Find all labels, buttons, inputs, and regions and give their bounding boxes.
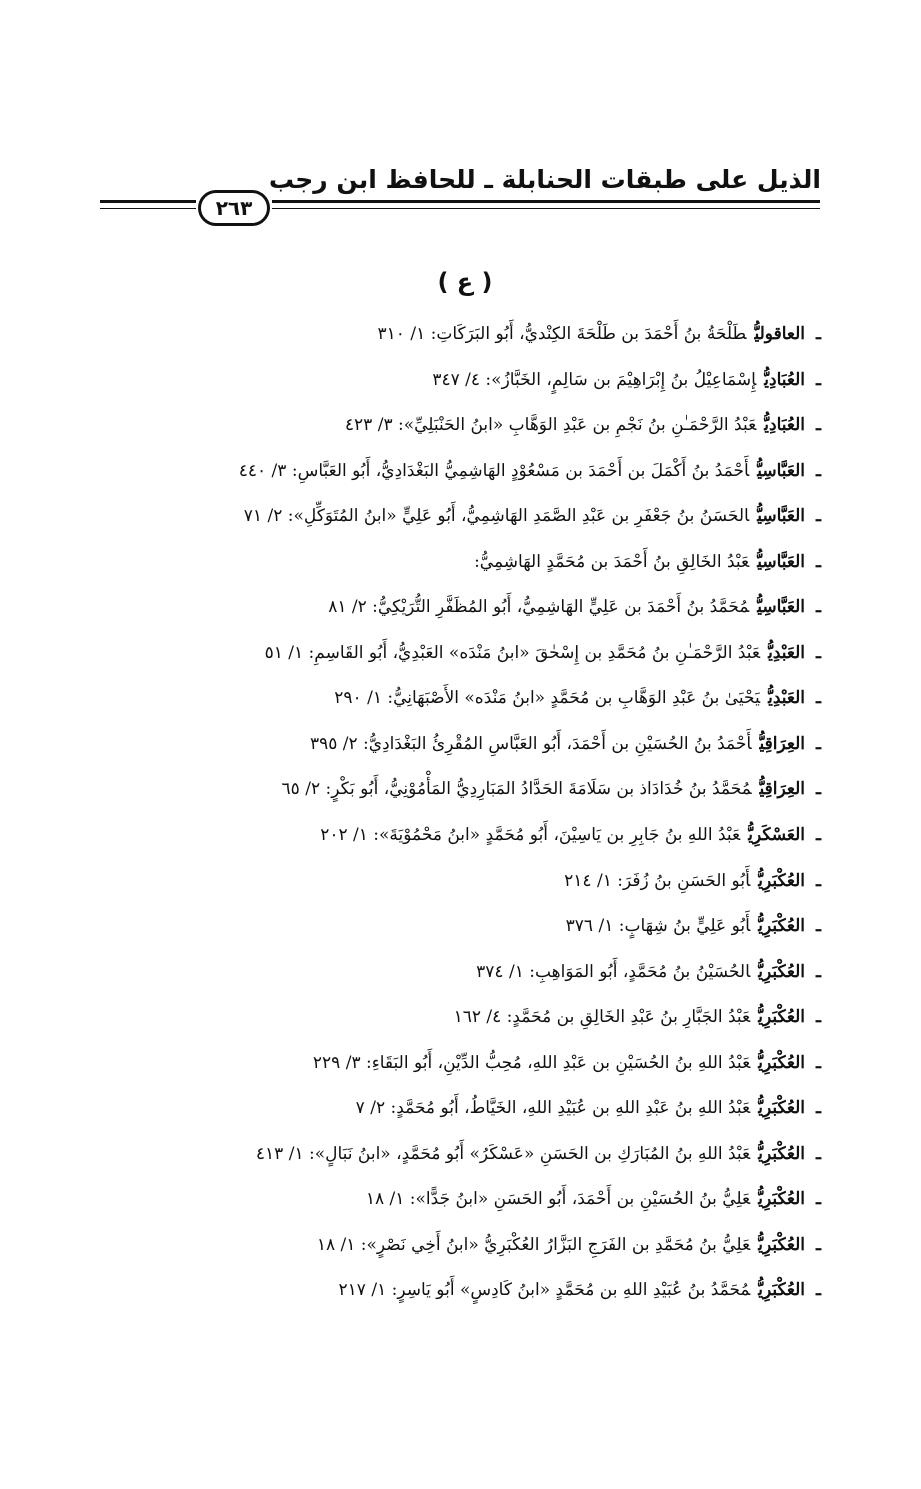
entry-nisba: العِرَاقِيُّ (759, 779, 805, 800)
entry-dash: ـ (816, 551, 821, 572)
entry-detail: أَحْمَدُ بنُ أَكْمَلَ بن أَحْمَدَ بن مَسْعُوْدٍ الهَاشِمِيُّ البَغْدَادِيُّ، أَبُو العَبَّاسِ: ٣/ ٤٤٠ (238, 460, 750, 481)
entry-nisba: العَبْدِيُّ (768, 688, 805, 709)
list-item (121, 316, 821, 362)
list-item (121, 726, 821, 772)
list-item (121, 362, 821, 408)
entry-dash: ـ (816, 779, 821, 800)
entry-detail: أَبُو الحَسَنِ بنُ زُفَرَ: ١/ ٢١٤ (564, 870, 751, 891)
list-item (121, 498, 821, 544)
entry-dash: ـ (816, 688, 821, 709)
entry-detail: الحَسَنُ بنُ جَعْفَرِ بن عَبْدِ الصَّمَدِ الهَاشِمِيُّ، أَبُو عَلِيٍّ «ابنُ المُتَوَكِّلِ»: ٢/ ٧١ (243, 506, 750, 527)
entry-nisba: العُكْبَرِيُّ (758, 1098, 805, 1119)
list-item (121, 863, 821, 909)
entry-dash: ـ (816, 961, 821, 982)
page-number: ٢٦٣ (198, 190, 270, 226)
entry-nisba: العَبَّاسِيُّ (757, 506, 805, 527)
header-rule-left-bottom (100, 208, 196, 209)
entry-dash: ـ (816, 1143, 821, 1164)
entry-nisba: العِرَاقِيُّ (759, 733, 805, 754)
entry-nisba: العَسْكَرِيُّ (748, 825, 805, 846)
entry-nisba: العُكْبَرِيُّ (758, 1280, 805, 1301)
entry-detail: إِسْمَاعِيْلُ بنُ إِبْرَاهِيْمَ بن سَالِمٍ، الخَبَّازُ»: ٤/ ٣٤٧ (432, 369, 757, 390)
list-item (121, 1181, 821, 1227)
list-item (121, 1136, 821, 1182)
list-item (121, 817, 821, 863)
entry-dash: ـ (816, 415, 821, 436)
entry-nisba: العَبْدِيُّ (768, 642, 805, 663)
entry-detail: عَبْدُ اللهِ بنُ المُبَارَكِ بن الحَسَنِ «عَسْكَرُ» أَبُو مُحَمَّدٍ، «ابنُ نَبَالٍ»: ١/ ٤١٣ (255, 1143, 751, 1164)
entry-nisba: العَبَّاسِيُّ (757, 460, 805, 481)
header-rule-right-top (272, 200, 820, 203)
list-item (121, 999, 821, 1045)
list-item (121, 771, 821, 817)
entry-dash: ـ (816, 506, 821, 527)
entry-detail: عَبْدُ الخَالِقِ بنُ أَحْمَدَ بن مُحَمَّدٍ الهَاشِمِيُّ: (474, 551, 750, 572)
entry-dash: ـ (816, 460, 821, 481)
entry-dash: ـ (816, 1280, 821, 1301)
entry-dash: ـ (816, 1007, 821, 1028)
entry-nisba: العُكْبَرِيُّ (758, 1143, 805, 1164)
entry-nisba: العُكْبَرِيُّ (758, 916, 805, 937)
entry-detail: الحُسَيْنُ بنُ مُحَمَّدٍ، أَبُو المَوَاهِبِ: ١/ ٣٧٤ (476, 961, 751, 982)
entry-detail: عَبْدُ الرَّحْمَـٰنِ بنُ نَجْمِ بن عَبْدِ الوَهَّابِ «ابنُ الحَنْبَلِيِّ»: ٣/ ٤٢٣ (344, 415, 757, 436)
entry-dash: ـ (816, 369, 821, 390)
entry-detail: أَحْمَدُ بنُ الحُسَيْنِ بن أَحْمَدَ، أَبُو العَبَّاسِ المُقْرِئُ البَغْدَادِيُّ: ٢/ ٣٩٥ (309, 733, 752, 754)
list-item (121, 954, 821, 1000)
entry-dash: ـ (816, 324, 821, 344)
entry-nisba: العُكْبَرِيُّ (758, 1007, 805, 1028)
entry-detail: مُحَمَّدُ بنُ خُدَادَاذ بن سَلَامَةَ الحَدَّادُ المَبَارِدِيُّ المَأْمُوْنِيُّ، أَبُو بَكْرٍ: ٢/ ٦٥ (281, 779, 752, 800)
entry-dash: ـ (816, 733, 821, 754)
entry-dash: ـ (816, 1098, 821, 1119)
list-item (121, 453, 821, 499)
entry-nisba: العُكْبَرِيُّ (758, 870, 805, 891)
entry-detail: طَلْحَةُ بنُ أَحْمَدَ بن طَلْحَةَ الكِنْديُّ، أَبُو البَرَكَاتِ: ١/ ٣١٠ (377, 324, 747, 344)
entry-detail: عَبْدُ الرَّحْمَـٰنِ بنُ مُحَمَّدِ بن إِسْحٰقَ «ابنُ مَنْدَه» العَبْدِيُّ، أَبُو القَاسِمِ: ١/ ٥١ (264, 642, 761, 663)
entry-detail: عَبْدُ اللهِ بنُ عَبْدِ اللهِ بن عُبَيْدِ اللهِ، الخَيَّاطُ، أَبُو مُحَمَّدٍ: ٢/ ٧ (355, 1098, 751, 1119)
entry-detail: مُحَمَّدُ بنُ أَحْمَدَ بن عَلِيٍّ الهَاشِمِيُّ، أَبُو المُظَفَّرِ التُّرَيْكِيُّ: ٢/ ٨١ (328, 597, 750, 618)
list-item (121, 544, 821, 590)
entry-detail: يَحْيَىٰ بنُ عَبْدِ الوَهَّابِ بن مُحَمَّدٍ «ابنُ مَنْدَه» الأَصْبَهَانِيُّ: ١/ ٢٩٠ (334, 688, 761, 709)
entry-detail: عَبْدُ اللهِ بنُ الحُسَيْنِ بن عَبْدِ اللهِ، مُحِبُّ الدِّيْنِ، أَبُو البَقَاءِ: ٣/ ٢٢٩ (312, 1052, 751, 1073)
entry-nisba: العُكْبَرِيُّ (758, 961, 805, 982)
list-item (121, 635, 821, 681)
running-header-title: الذيل على طبقات الحنابلة ـ للحافظ ابن رجب (268, 165, 821, 194)
entry-dash: ـ (816, 642, 821, 663)
entry-nisba: العُبَادِيُّ (764, 369, 805, 390)
entry-dash: ـ (816, 825, 821, 846)
section-letter-heading: ( ع ) (437, 268, 493, 296)
entry-detail: مُحَمَّدُ بنُ عُبَيْدِ اللهِ بن مُحَمَّدٍ «ابنُ كَادِسٍ» أَبُو يَاسِرٍ: ١/ ٢١٧ (338, 1280, 751, 1301)
entry-detail: عَبْدُ اللهِ بنُ جَابِرِ بن يَاسِيْنَ، أَبُو مُحَمَّدٍ «ابنُ مَحْمُوْيَةَ»: ١/ ٢٠٢ (320, 825, 741, 846)
list-item (121, 680, 821, 726)
entry-nisba: العَبَّاسِيُّ (757, 551, 805, 572)
entry-dash: ـ (816, 597, 821, 618)
list-item (121, 908, 821, 954)
list-item (121, 407, 821, 453)
entry-detail: عَلِيُّ بنُ مُحَمَّدِ بن الفَرَجِ البَزَّارُ العُكْبَرِيُّ «ابنُ أَخِي نَصْرٍ»: ١/ ١٨ (316, 1234, 751, 1255)
entry-nisba: العُكْبَرِيُّ (758, 1052, 805, 1073)
entry-dash: ـ (816, 916, 821, 937)
entry-nisba: العُكْبَرِيُّ (758, 1234, 805, 1255)
entry-detail: أَبُو عَلِيٍّ بنُ شِهَابٍ: ١/ ٣٧٦ (565, 916, 751, 937)
list-item (121, 1272, 821, 1318)
entry-dash: ـ (816, 1052, 821, 1073)
list-item (121, 1227, 821, 1273)
index-entries-list (121, 316, 821, 1318)
entry-nisba: العُبَادِيُّ (764, 415, 805, 436)
header-rule-right-bottom (272, 208, 820, 209)
entry-nisba: العَبَّاسِيُّ (757, 597, 805, 618)
list-item (121, 589, 821, 635)
entry-detail: عَبْدُ الجَبَّارِ بنُ عَبْدِ الخَالِقِ بن مُحَمَّدٍ: ٤/ ١٦٢ (453, 1007, 751, 1028)
entry-dash: ـ (816, 1234, 821, 1255)
list-item (121, 1045, 821, 1091)
header-rule-left-top (100, 200, 196, 203)
list-item (121, 1090, 821, 1136)
entry-dash: ـ (816, 870, 821, 891)
entry-detail: عَلِيُّ بنُ الحُسَيْنِ بن أَحْمَدَ، أَبُو الحَسَنِ «ابنُ جَدًّا»: ١/ ١٨ (365, 1189, 751, 1210)
entry-dash: ـ (816, 1189, 821, 1210)
entry-nisba: العاقوليُّ (754, 324, 805, 344)
entry-nisba: العُكْبَرِيُّ (758, 1189, 805, 1210)
